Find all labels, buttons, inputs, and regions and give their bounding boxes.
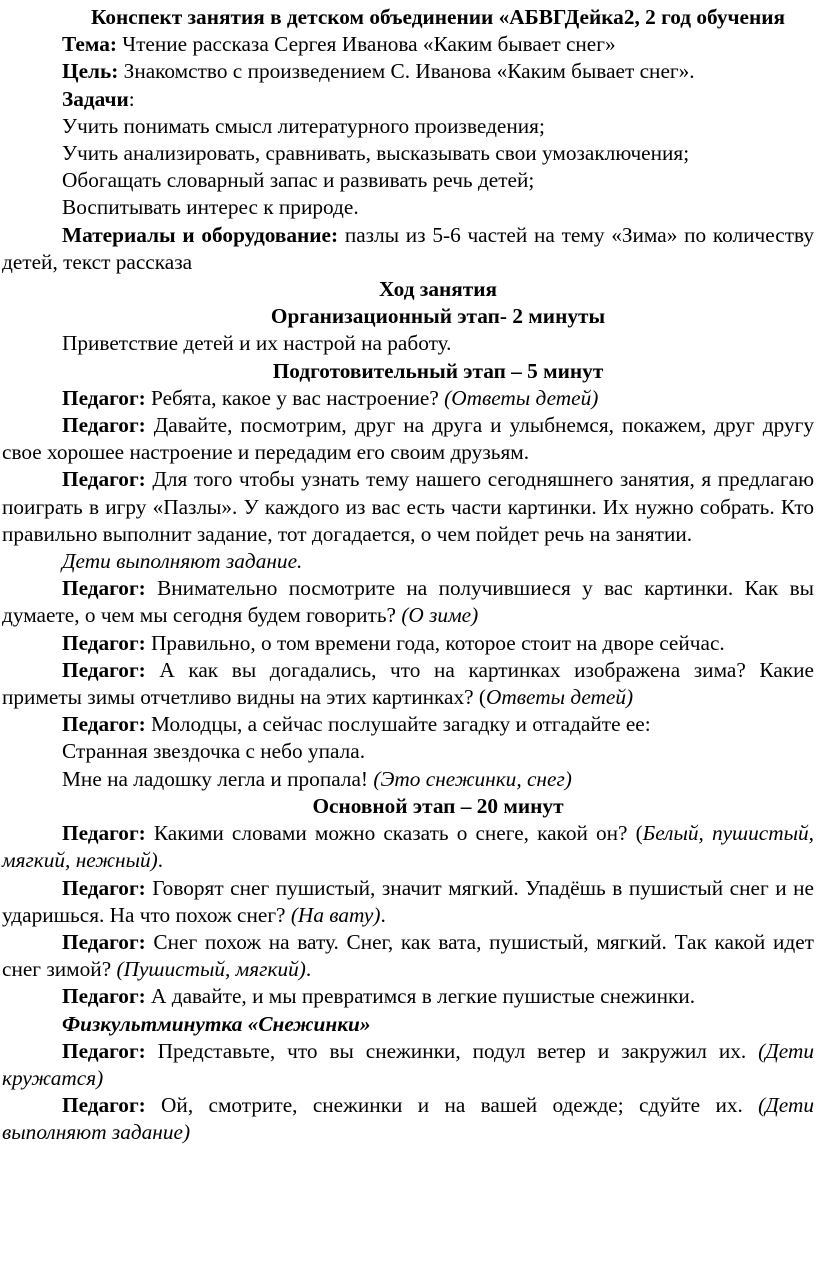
tasks-label: Задачи: [62, 86, 129, 111]
children-task-text: Дети выполняют задание.: [62, 549, 303, 574]
teacher-text: А давайте, и мы превратимся в легкие пушистые снежинки.: [145, 984, 696, 1009]
children-answer-note: (На вату): [290, 902, 381, 927]
topic-label: Тема:: [62, 32, 117, 57]
teacher-paragraph: [0, 385, 816, 412]
teacher-label: Педагог:: [62, 875, 146, 900]
task-item: Воспитывать интерес к природе.: [62, 195, 359, 220]
teacher-paragraph: [0, 983, 816, 1010]
children-answer-note: (Дети выполняют задание): [2, 1093, 814, 1145]
main-stage-heading: Основной этап – 20 минут: [312, 793, 564, 818]
teacher-text: Молодцы, а сейчас послушайте загадку и отгадайте ее:: [145, 712, 651, 737]
materials-text: пазлы из 5-6 частей на тему «Зима» по количеству детей, текст рассказа: [2, 222, 814, 274]
teacher-paragraph: [0, 929, 816, 983]
riddle-answer: (Это снежинки, снег): [373, 766, 572, 791]
teacher-label: Педагог:: [62, 929, 146, 954]
teacher-paragraph: [0, 575, 816, 629]
teacher-paragraph: [0, 820, 816, 874]
children-answer-note: (Дети кружатся): [2, 1038, 814, 1090]
children-answer-note: Ответы детей): [486, 685, 634, 710]
teacher-label: Педагог:: [62, 385, 146, 410]
teacher-label: Педагог:: [62, 413, 146, 438]
task-item: Учить понимать смысл литературного произведения;: [62, 113, 545, 138]
children-answer-note: (О зиме): [401, 603, 479, 628]
riddle-line-text: Мне на ладошку легла и пропала!: [62, 766, 374, 791]
teacher-text: Какими словами можно сказать о снеге, какой он? (: [145, 821, 643, 846]
teacher-text: Ребята, какое у вас настроение?: [145, 385, 445, 410]
teacher-text: Говорят снег пушистый, значит мягкий. Упадёшь в пушистый снег и не ударишься. На что похож снег?: [2, 875, 814, 927]
teacher-text: Представьте, что вы снежинки, подул ветер и закружил их.: [145, 1038, 759, 1063]
children-task-note: [0, 548, 816, 575]
teacher-paragraph: [0, 1038, 816, 1092]
teacher-paragraph: [0, 1092, 816, 1146]
teacher-text: А как вы догадались, что на картинках изображена зима? Какие приметы зимы отчетливо видны на этих картинках? (: [2, 657, 814, 710]
physminute-heading: [0, 1011, 816, 1038]
sentence-end: .: [157, 848, 164, 873]
teacher-text: Снег похож на вату. Снег, как вата, пушистый, мягкий. Так какой идет снег зимой?: [2, 929, 814, 982]
document-title: Конспект занятия в детском объединении «АБВГДейка2, 2 год обучения: [90, 5, 786, 29]
children-answer-note: (Ответы детей): [444, 385, 599, 410]
teacher-label: Педагог:: [62, 576, 146, 601]
course-heading: Ход занятия: [378, 277, 498, 302]
teacher-label: Педагог:: [62, 657, 146, 682]
teacher-label: Педагог:: [62, 630, 146, 655]
teacher-paragraph: [0, 466, 816, 548]
task-item: Обогащать словарный запас и развивать речь детей;: [62, 168, 535, 193]
sentence-end: .: [380, 902, 386, 927]
riddle-line: [0, 766, 816, 793]
task-item: Учить анализировать, сравнивать, высказывать свои умозаключения;: [62, 141, 690, 166]
teacher-label: Педагог:: [62, 712, 146, 737]
materials-label: Материалы и оборудование:: [62, 222, 339, 247]
teacher-paragraph: [0, 711, 816, 738]
children-answer-note: Белый, пушистый, мягкий, нежный): [2, 821, 814, 873]
teacher-text: Давайте, посмотрим, друг на друга и улыбнемся, покажем, друг другу свое хорошее настроение и передадим его своим друзьям.: [2, 413, 814, 465]
teacher-text: Правильно, о том времени года, которое стоит на дворе сейчас.: [145, 630, 725, 655]
tasks-heading: Задачи:: [62, 86, 135, 111]
teacher-paragraph: [0, 657, 816, 711]
teacher-label: Педагог:: [62, 1093, 146, 1118]
teacher-label: Педагог:: [62, 821, 146, 846]
physminute-title: Физкультминутка «Снежинки»: [62, 1011, 371, 1036]
teacher-paragraph: [0, 875, 816, 929]
org-stage-heading: Организационный этап- 2 минуты: [270, 304, 606, 329]
teacher-text: Ой, смотрите, снежинки и на вашей одежде; сдуйте их.: [145, 1093, 759, 1118]
goal-label: Цель:: [62, 59, 119, 84]
org-stage-text: Приветствие детей и их настрой на работу.: [62, 331, 452, 356]
children-answer-note: (Пушистый, мягкий): [116, 957, 306, 982]
teacher-text: Внимательно посмотрите на получившиеся у вас картинки. Как вы думаете, о чем мы сегодня будем говорить?: [2, 576, 814, 628]
prep-stage-heading: Подготовительный этап – 5 минут: [272, 358, 604, 383]
teacher-paragraph: [0, 412, 816, 466]
sentence-end: .: [305, 957, 312, 982]
teacher-label: Педагог:: [62, 984, 146, 1009]
topic-paragraph: [0, 31, 816, 58]
riddle-line: Странная звездочка с небо упала.: [62, 739, 366, 764]
materials-paragraph: [0, 222, 816, 276]
teacher-label: Педагог:: [62, 1038, 146, 1063]
teacher-paragraph: [0, 630, 816, 657]
goal-paragraph: [0, 58, 816, 85]
goal-text: Знакомство с произведением С. Иванова «Каким бывает снег».: [118, 59, 695, 84]
topic-text: Чтение рассказа Сергея Иванова «Каким бывает снег»: [116, 32, 616, 57]
teacher-label: Педагог:: [62, 467, 146, 492]
teacher-text: Для того чтобы узнать тему нашего сегодняшнего занятия, я предлагаю поиграть в игру «Пазлы». У каждого из вас есть части картинки. Их нужно собрать. Кто правильно выполнит задание, тот догадается, о чем пойдет речь на занятии.: [2, 467, 814, 546]
